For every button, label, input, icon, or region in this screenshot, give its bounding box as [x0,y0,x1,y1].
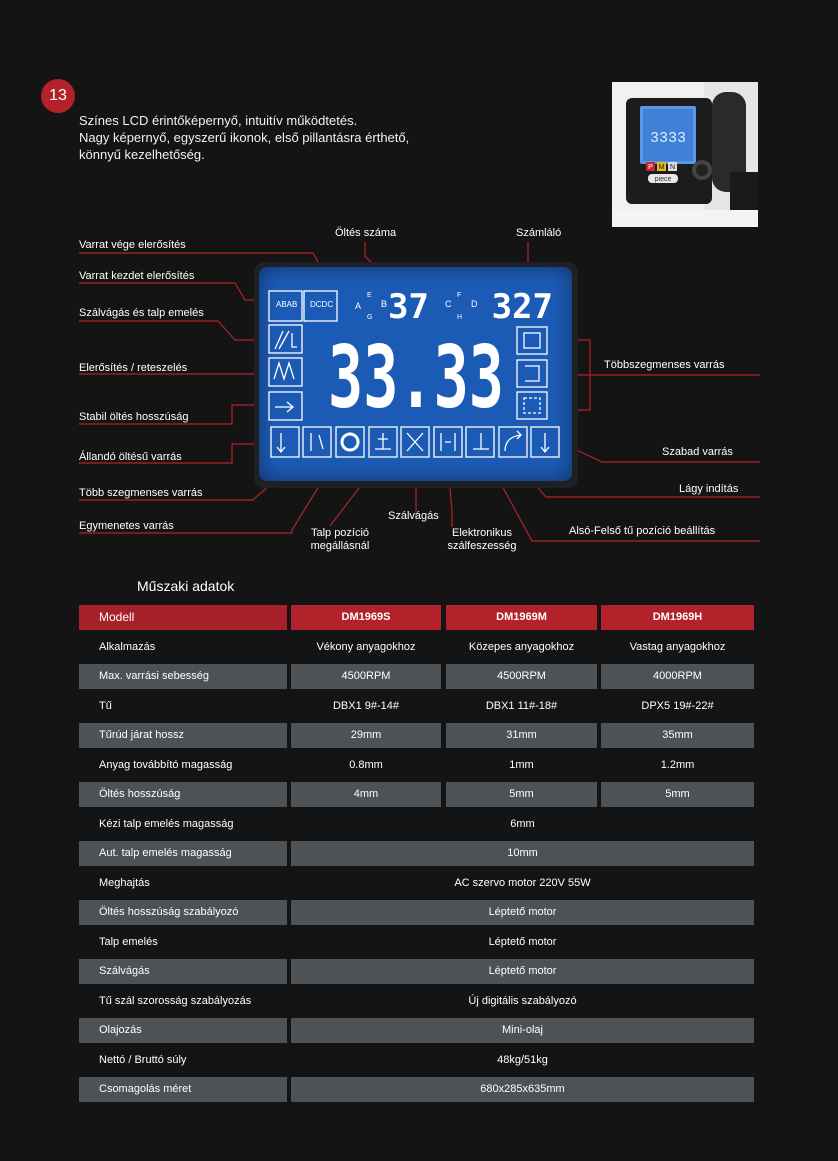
spec-row-label: Alkalmazás [99,640,156,653]
callout-constant-stitch: Állandó öltésű varrás [79,451,182,463]
spec-value: Vékony anyagokhoz [316,640,416,653]
spec-value: 10mm [291,841,754,866]
callout-multi-segment-right: Többszegmenses varrás [604,359,725,371]
multi-segment-icon-2 [517,360,547,387]
intro-line: Nagy képernyő, egyszerű ikonok, első pillantásra érthető, [79,130,410,145]
spec-value: 6mm [510,817,535,830]
spec-row-label: Olajozás [79,1018,287,1043]
spec-value: 1.2mm [660,758,695,771]
callout-needle-position: Alsó-Felső tű pozíció beállítás [569,525,716,537]
lcd-screen [259,267,572,481]
spec-model: DM1969H [601,605,754,630]
spec-row [79,839,754,869]
callout-presser-line: megállásnál [310,540,370,552]
spec-value: Léptető motor [291,959,754,984]
photo-piece-label: piece [654,176,672,183]
lcd-letter-f: F [457,292,462,299]
spec-value: DBX1 11#-18# [485,699,558,712]
soft-start-icon [499,427,527,457]
spec-value: 35mm [601,723,754,748]
svg-text:ABAB: ABAB [276,300,298,309]
photo-button-n: N [669,164,676,171]
spec-row-label: Nettó / Bruttó súly [99,1053,187,1066]
callout-thread-trim: Szálvágás [388,510,439,522]
spec-row-label: Kézi talp emelés magasság [99,817,234,830]
lcd-letter-d: D [471,299,478,309]
spec-row-label: Tű szál szorosság szabályozás [99,994,252,1007]
callout-trim-lift: Szálvágás és talp emelés [79,307,204,319]
constant-stitch-icon [271,427,299,457]
spec-row-label: Aut. talp emelés magasság [79,841,287,866]
callout-free-sewing: Szabad varrás [662,446,733,458]
spec-value: 48kg/51kg [497,1053,548,1066]
spec-row [79,662,754,692]
photo-digits: 3333 [649,130,687,147]
callout-seam-start-tack: Varrat kezdet elerősítés [79,270,195,282]
spec-row-label: Tűrúd járat hossz [79,723,287,748]
spec-value: Vastag anyagokhoz [629,640,726,653]
spec-value: 4mm [291,782,441,807]
spec-header-row [79,603,754,633]
multi-segment-icon-1 [517,327,547,354]
callout-presser-position [300,527,380,553]
spec-row [79,869,754,899]
thread-trim-lift-icon [269,325,302,353]
spec-model: DM1969M [446,605,597,630]
spec-title: Műszaki adatok [137,578,235,594]
top-letter-block [276,300,333,309]
lcd-letter-e: E [367,292,372,299]
spec-row-label: Talp emelés [99,935,158,948]
page-number-badge: 13 [41,79,75,113]
spec-value: 0.8mm [349,758,383,771]
callout-stitch-count: Öltés száma [335,227,397,239]
single-pass-icon [336,427,364,457]
spec-header-label: Modell [79,605,287,630]
svg-text:DCDC: DCDC [310,300,334,309]
counter-display: 327 [491,287,553,327]
spec-row [79,810,754,840]
photo-button-p: P [648,164,653,171]
spec-value: DBX1 9#-14# [332,699,400,712]
spec-value: Új digitális szabályozó [468,994,577,1007]
photo-button-m: M [658,164,665,171]
spec-row-label: Öltés hosszúság szabályozó [79,900,287,925]
callout-tension-line: szálfeszesség [447,540,517,552]
lcd-letter-a: A [355,301,362,311]
spec-model: DM1969S [291,605,441,630]
spec-row-label: Meghajtás [99,876,150,889]
lcd-graphics [259,267,572,481]
multi-segment-icon-3 [517,392,547,419]
spec-value: 680x285x635mm [291,1077,754,1102]
spec-row [79,1016,754,1046]
spec-row [79,987,754,1017]
spec-value: 29mm [291,723,441,748]
spec-body [79,633,754,1105]
spec-row [79,751,754,781]
callout-tension-line: Elektronikus [452,527,512,539]
callout-fixed-length: Stabil öltés hosszúság [79,411,189,423]
callout-seam-end-tack: Varrat vége elerősítés [79,239,186,251]
spec-value: 31mm [446,723,597,748]
spec-row [79,1046,754,1076]
backtack-icon [269,358,302,386]
stitch-count-display: 37 [388,287,429,327]
lcd-letter-h: H [457,314,463,321]
callout-soft-start: Lágy indítás [679,483,739,495]
spec-value: Léptető motor [488,935,557,948]
spec-value: Mini-olaj [291,1018,754,1043]
callout-presser-line: Talp pozíció [310,527,370,539]
spec-value: 5mm [446,782,597,807]
spec-value: 1mm [509,758,534,771]
spec-row-label: Max. varrási sebesség [79,664,287,689]
lcd-letter-b: B [381,299,388,309]
lcd-letter-c: C [445,299,452,309]
spec-value: 4500RPM [446,664,597,689]
intro-line: könnyű kezelhetőség. [79,147,205,162]
spec-row [79,898,754,928]
fixed-stitch-length-icon [269,392,302,420]
spec-row [79,928,754,958]
spec-row [79,692,754,722]
spec-row-label: Öltés hosszúság [79,782,287,807]
spec-value: Léptető motor [291,900,754,925]
spec-value: 5mm [601,782,754,807]
multi-segment-bottom-icon [303,427,331,457]
spec-value: DPX5 19#-22# [641,699,714,712]
spec-table [79,603,754,1105]
spec-row [79,957,754,987]
spec-value: 4000RPM [601,664,754,689]
spec-row [79,633,754,663]
spec-row [79,1075,754,1105]
callout-backtack: Elerősítés / reteszelés [79,362,188,374]
callout-counter: Számláló [516,227,562,239]
callout-electronic-tension [441,527,523,553]
callout-single-pass: Egymenetes varrás [79,520,174,532]
needle-position-icon [466,427,494,457]
spec-value: 4500RPM [291,664,441,689]
spec-row-label: Csomagolás méret [79,1077,287,1102]
spec-row [79,721,754,751]
main-value-display: 33.33 [328,328,504,428]
spec-row-label: Szálvágás [79,959,287,984]
spec-row [79,780,754,810]
intro-line: Színes LCD érintőképernyő, intuitív működtetés. [79,113,358,128]
spec-value: Közepes anyagokhoz [468,640,575,653]
lcd-letter-g: G [367,314,373,321]
spec-row-label: Anyag továbbító magasság [99,758,233,771]
spec-value: AC szervo motor 220V 55W [454,876,591,889]
spec-row-label: Tű [99,699,112,712]
callout-multi-segment: Több szegmenses varrás [79,487,203,499]
